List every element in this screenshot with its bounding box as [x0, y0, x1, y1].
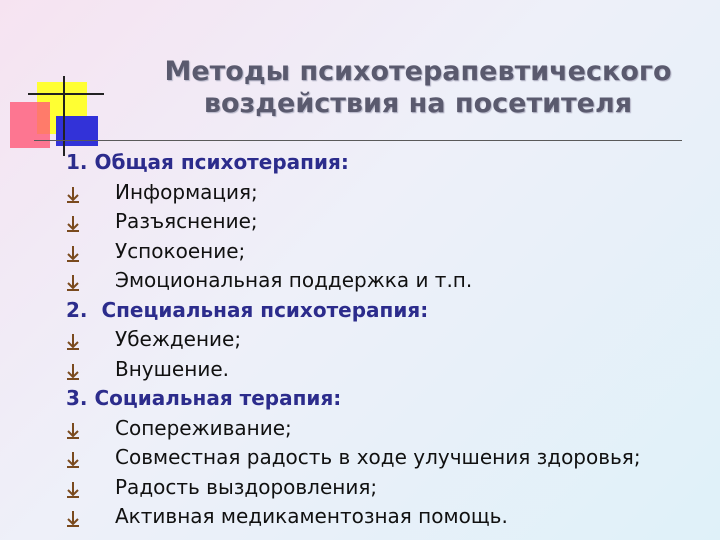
bullet-icon — [66, 275, 80, 291]
bullet-icon — [66, 482, 80, 498]
list-item — [66, 502, 716, 532]
list-item — [66, 207, 716, 237]
bullet-icon — [66, 334, 80, 350]
decorative-squares — [0, 0, 110, 160]
list-item — [66, 325, 716, 355]
list-item — [66, 266, 716, 296]
bullet-icon — [66, 216, 80, 232]
list-item — [66, 414, 716, 444]
list-item-text: Совместная радость в ходе улучшения здоровья; — [115, 445, 641, 469]
section-heading-1: 1. Общая психотерапия: — [66, 150, 349, 174]
list-item — [66, 443, 716, 473]
bullet-icon — [66, 511, 80, 527]
list-item-text: Информация; — [115, 179, 258, 204]
list-item — [66, 473, 716, 503]
list-item-text: Сопереживание; — [115, 415, 292, 440]
content-list — [66, 148, 716, 532]
list-item-text: Внушение. — [115, 356, 229, 381]
bullet-icon — [66, 452, 80, 468]
list-item-text: Убеждение; — [115, 327, 242, 351]
slide-title — [118, 56, 718, 120]
list-item — [66, 237, 716, 267]
list-item-text: Успокоение; — [115, 238, 246, 263]
list-item-text: Разъяснение; — [115, 209, 258, 233]
title-divider — [34, 140, 682, 141]
list-item — [66, 355, 716, 385]
bullet-icon — [66, 246, 80, 262]
bullet-icon — [66, 364, 80, 380]
list-item — [66, 178, 716, 208]
title-line-2: воздействия на посетителя — [203, 88, 633, 119]
title-line-1: Методы психотерапевтического — [164, 56, 672, 87]
bullet-icon — [66, 423, 80, 439]
list-item-text: Радость выздоровления; — [115, 474, 378, 499]
list-item-text: Активная медикаментозная помощь. — [115, 504, 508, 528]
section-heading-3: 3. Социальная терапия: — [66, 386, 342, 410]
list-item-text: Эмоциональная поддержка и т.п. — [115, 268, 473, 292]
bullet-icon — [66, 187, 80, 203]
section-heading-2: 2. Специальная психотерапия: — [66, 297, 429, 322]
